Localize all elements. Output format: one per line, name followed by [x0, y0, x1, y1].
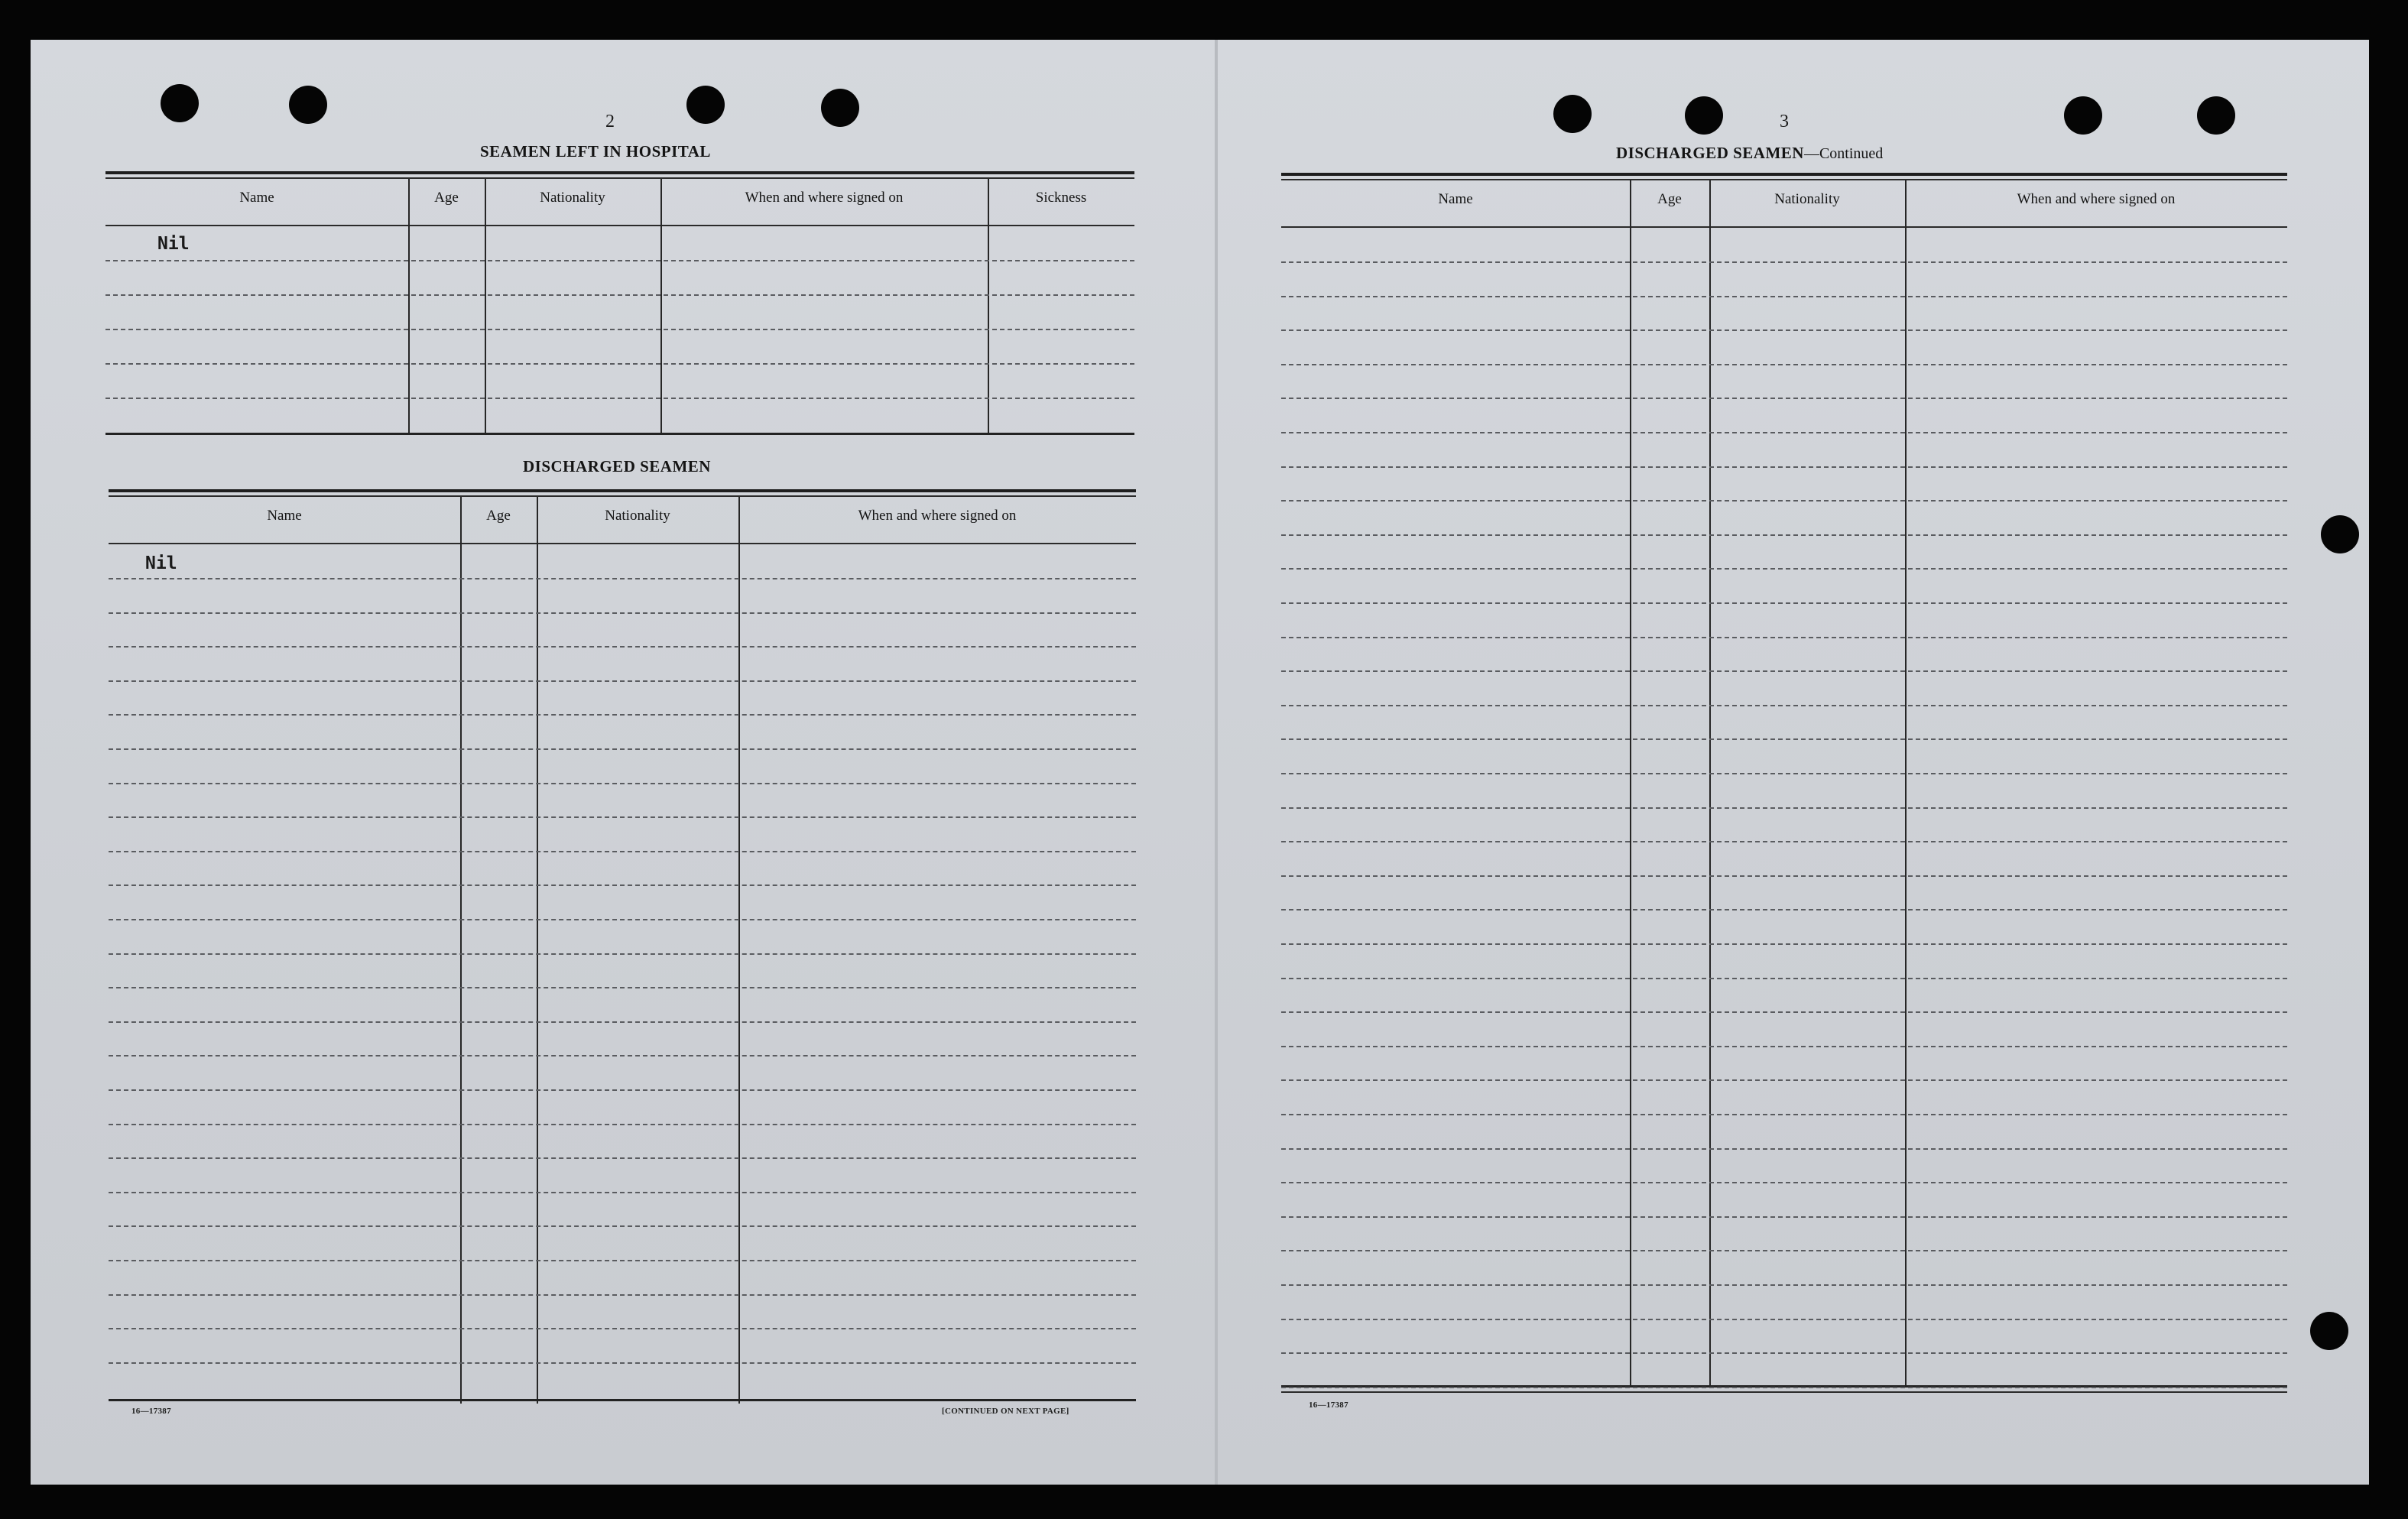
ruled-line	[1281, 1046, 2287, 1047]
ruled-line	[1281, 1148, 2287, 1150]
ruled-line	[109, 919, 1136, 920]
table-bottom-rule	[1281, 1391, 2287, 1393]
column-header-name: Name	[239, 190, 274, 206]
section-title-text: DISCHARGED SEAMEN	[1616, 144, 1804, 162]
ruled-line	[1281, 1182, 2287, 1183]
ruled-line	[1281, 773, 2287, 774]
ruled-line	[109, 884, 1136, 886]
ruled-line	[1281, 1387, 2287, 1388]
ruled-line	[109, 612, 1136, 614]
table-top-rule	[1281, 179, 2287, 180]
table-top-rule	[105, 171, 1134, 174]
column-divider	[738, 497, 740, 1404]
column-header-sickness: Sickness	[1035, 190, 1087, 206]
column-header-name: Name	[267, 508, 302, 524]
column-header-age: Age	[486, 508, 511, 524]
ruled-line	[1281, 841, 2287, 842]
ruled-line	[1281, 568, 2287, 570]
ruled-line	[1281, 1216, 2287, 1218]
column-header-signed-on: When and where signed on	[858, 508, 1017, 524]
ruled-line	[1281, 466, 2287, 468]
ruled-line	[1281, 602, 2287, 604]
hospital-table	[105, 171, 1134, 436]
ruled-line	[1281, 807, 2287, 809]
table-top-rule	[105, 177, 1134, 179]
section-title-suffix: —Continued	[1803, 145, 1884, 162]
page-number: 3	[1780, 112, 1789, 131]
ruled-line	[1281, 1352, 2287, 1354]
ruled-line	[105, 329, 1134, 330]
column-header-signed-on: When and where signed on	[745, 190, 904, 206]
table-bottom-rule	[105, 433, 1134, 435]
ruled-line	[1281, 534, 2287, 536]
punch-hole-icon	[289, 86, 327, 124]
ruled-line	[1281, 943, 2287, 945]
ruled-line	[109, 1294, 1136, 1296]
ruled-line	[1281, 1284, 2287, 1286]
section-title-hospital: SEAMEN LEFT IN HOSPITAL	[480, 142, 711, 161]
ruled-line	[109, 1260, 1136, 1261]
ruled-line	[1281, 364, 2287, 365]
punch-hole-icon	[686, 86, 725, 124]
ruled-line	[109, 1362, 1136, 1364]
ruled-line	[109, 816, 1136, 818]
header-underline	[105, 225, 1134, 226]
discharged-continued-table	[1281, 173, 2287, 1394]
header-underline	[109, 543, 1136, 544]
ruled-line	[109, 748, 1136, 750]
ruled-line	[1281, 738, 2287, 740]
ruled-line	[105, 294, 1134, 296]
discharged-table	[109, 489, 1136, 1404]
punch-hole-icon	[821, 89, 859, 127]
ruled-line	[109, 1328, 1136, 1329]
ruled-line	[1281, 670, 2287, 672]
page-fold	[1215, 40, 1218, 1485]
ruled-line	[109, 953, 1136, 955]
form-number: 16—17387	[131, 1407, 171, 1416]
ruled-line	[1281, 398, 2287, 399]
punch-hole-icon	[2064, 96, 2102, 135]
table-top-rule	[109, 489, 1136, 492]
column-divider	[1709, 180, 1711, 1387]
punch-hole-icon	[2310, 1312, 2348, 1350]
ruled-line	[1281, 875, 2287, 877]
column-divider	[537, 497, 538, 1404]
ruled-line	[1281, 637, 2287, 638]
ruled-line	[1281, 500, 2287, 501]
ruled-line	[109, 1225, 1136, 1227]
ruled-line	[109, 646, 1136, 648]
punch-hole-icon	[2197, 96, 2235, 135]
punch-hole-icon	[2321, 515, 2359, 553]
ruled-line	[1281, 1079, 2287, 1081]
column-header-name: Name	[1438, 191, 1473, 207]
column-header-nationality: Nationality	[605, 508, 670, 524]
ruled-line	[109, 783, 1136, 784]
ruled-line	[109, 1124, 1136, 1125]
ruled-line	[109, 1192, 1136, 1193]
ruled-line	[1281, 705, 2287, 706]
column-divider	[408, 179, 410, 434]
column-divider	[1630, 180, 1631, 1387]
column-divider	[460, 497, 462, 1404]
ruled-line	[1281, 909, 2287, 910]
ruled-line	[105, 398, 1134, 399]
table-bottom-rule	[109, 1399, 1136, 1401]
section-title-discharged-continued	[1616, 144, 1883, 163]
punch-hole-icon	[1553, 95, 1592, 133]
ruled-line	[105, 260, 1134, 261]
header-underline	[1281, 226, 2287, 228]
punch-hole-icon	[161, 84, 199, 122]
ruled-line	[105, 363, 1134, 365]
entry-text: Nil	[145, 553, 177, 573]
column-header-nationality: Nationality	[1774, 191, 1840, 207]
ruled-line	[1281, 432, 2287, 433]
table-top-rule	[109, 495, 1136, 497]
column-divider	[1905, 180, 1907, 1387]
ruled-line	[1281, 329, 2287, 331]
column-divider	[660, 179, 662, 434]
section-title-discharged: DISCHARGED SEAMEN	[523, 457, 711, 475]
punch-hole-icon	[1685, 96, 1723, 135]
ruled-line	[1281, 261, 2287, 263]
column-header-age: Age	[434, 190, 459, 206]
column-header-age: Age	[1657, 191, 1682, 207]
column-divider	[485, 179, 486, 434]
ruled-line	[1281, 1319, 2287, 1320]
ruled-line	[109, 680, 1136, 682]
ruled-line	[109, 578, 1136, 579]
ruled-line	[109, 1055, 1136, 1056]
column-header-nationality: Nationality	[540, 190, 605, 206]
form-number: 16—17387	[1309, 1401, 1348, 1410]
ruled-line	[109, 851, 1136, 852]
ruled-line	[1281, 1250, 2287, 1251]
ruled-line	[109, 987, 1136, 988]
ruled-line	[1281, 1114, 2287, 1115]
ruled-line	[1281, 296, 2287, 297]
page-number: 2	[605, 112, 615, 131]
ruled-line	[1281, 1011, 2287, 1013]
table-top-rule	[1281, 173, 2287, 176]
ruled-line	[109, 714, 1136, 716]
ruled-line	[109, 1021, 1136, 1023]
column-header-signed-on: When and where signed on	[2017, 191, 2176, 207]
ruled-line	[109, 1157, 1136, 1159]
column-divider	[988, 179, 989, 434]
ruled-line	[1281, 978, 2287, 979]
continued-note: [CONTINUED ON NEXT PAGE]	[942, 1407, 1069, 1416]
entry-text: Nil	[157, 234, 190, 254]
ruled-line	[109, 1089, 1136, 1091]
